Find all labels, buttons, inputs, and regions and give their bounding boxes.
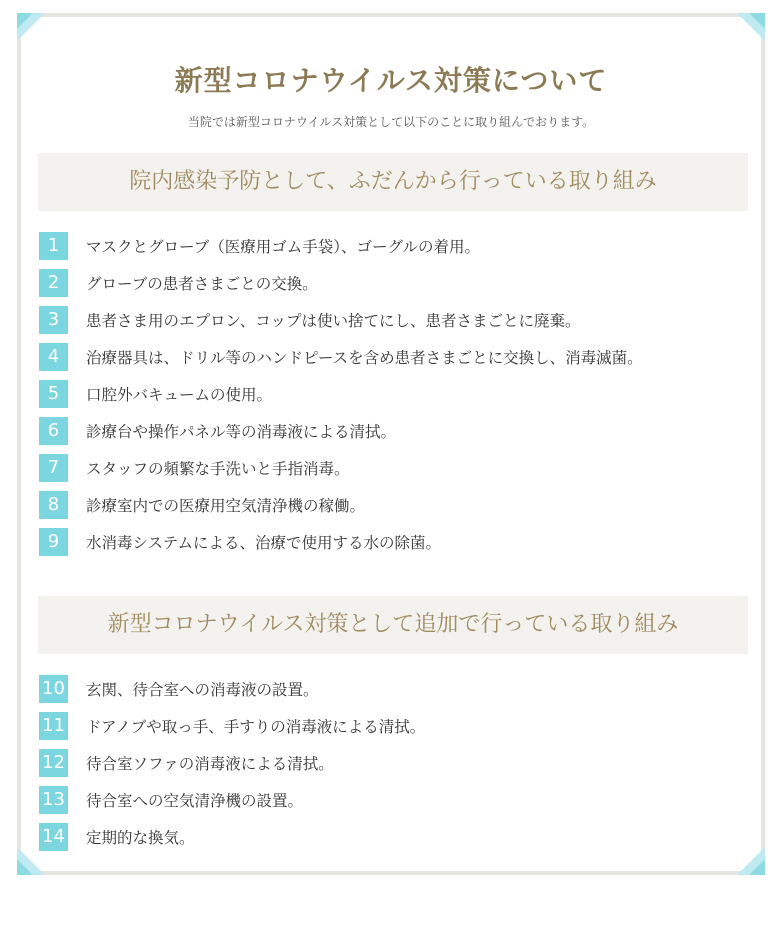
list-item — [39, 301, 749, 338]
item-number-badge: 9 — [39, 528, 68, 556]
section-heading-routine: 院内感染予防として、ふだんから行っている取り組み — [38, 153, 748, 211]
section-heading-covid: 新型コロナウイルス対策として追加で行っている取り組み — [38, 596, 748, 654]
item-number-badge: 12 — [39, 749, 68, 777]
item-number-badge: 14 — [39, 823, 68, 851]
item-number-badge: 2 — [39, 269, 68, 297]
item-text: 水消毒システムによる、治療で使用する水の除菌。 — [86, 533, 441, 552]
item-text: 治療器具は、ドリル等のハンドピースを含め患者さまごとに交換し、消毒滅菌。 — [86, 348, 643, 367]
page-title: 新型コロナウイルス対策について — [174, 64, 608, 97]
item-text: 診療室内での医療用空気清浄機の稼働。 — [86, 496, 366, 515]
item-text: スタッフの頻繁な手洗いと手指消毒。 — [86, 459, 350, 478]
content-frame — [17, 13, 765, 875]
item-number-badge: 10 — [39, 675, 68, 703]
item-number-badge: 1 — [39, 232, 68, 260]
list-item — [39, 707, 749, 744]
list-item — [39, 338, 749, 375]
page-subtitle: 当院では新型コロナウイルス対策として以下のことに取り組んでおります。 — [187, 115, 595, 129]
item-number-badge: 13 — [39, 786, 68, 814]
item-text: 待合室への空気清浄機の設置。 — [86, 791, 304, 810]
item-number-badge: 8 — [39, 491, 68, 519]
item-text: グローブの患者さまごとの交換。 — [86, 274, 318, 293]
item-text: 診療台や操作パネル等の消毒液による清拭。 — [86, 422, 397, 441]
item-number-badge: 7 — [39, 454, 68, 482]
routine-measures-list — [39, 227, 749, 560]
list-item — [39, 412, 749, 449]
list-item — [39, 818, 749, 855]
item-number-badge: 11 — [39, 712, 68, 740]
list-item — [39, 375, 749, 412]
list-item — [39, 264, 749, 301]
covid-measures-list — [39, 670, 749, 855]
item-number-badge: 5 — [39, 380, 68, 408]
list-item — [39, 523, 749, 560]
list-item — [39, 227, 749, 264]
list-item — [39, 781, 749, 818]
item-number-badge: 3 — [39, 306, 68, 334]
item-text: 玄関、待合室への消毒液の設置。 — [86, 680, 319, 699]
item-number-badge: 6 — [39, 417, 68, 445]
list-item — [39, 670, 749, 707]
item-text: 待合室ソファの消毒液による清拭。 — [86, 754, 334, 773]
item-text: マスクとグローブ（医療用ゴム手袋）、ゴーグルの着用。 — [86, 237, 481, 256]
item-text: 口腔外バキュームの使用。 — [86, 385, 273, 404]
list-item — [39, 449, 749, 486]
item-number-badge: 4 — [39, 343, 68, 371]
corner-decoration-top-right — [737, 13, 765, 41]
list-item — [39, 486, 749, 523]
list-item — [39, 744, 749, 781]
item-text: 定期的な換気。 — [86, 828, 195, 847]
item-text: ドアノブや取っ手、手すりの消毒液による清拭。 — [86, 717, 426, 736]
corner-decoration-top-left — [17, 13, 45, 41]
item-text: 患者さま用のエプロン、コップは使い捨てにし、患者さまごとに廃棄。 — [86, 311, 581, 330]
